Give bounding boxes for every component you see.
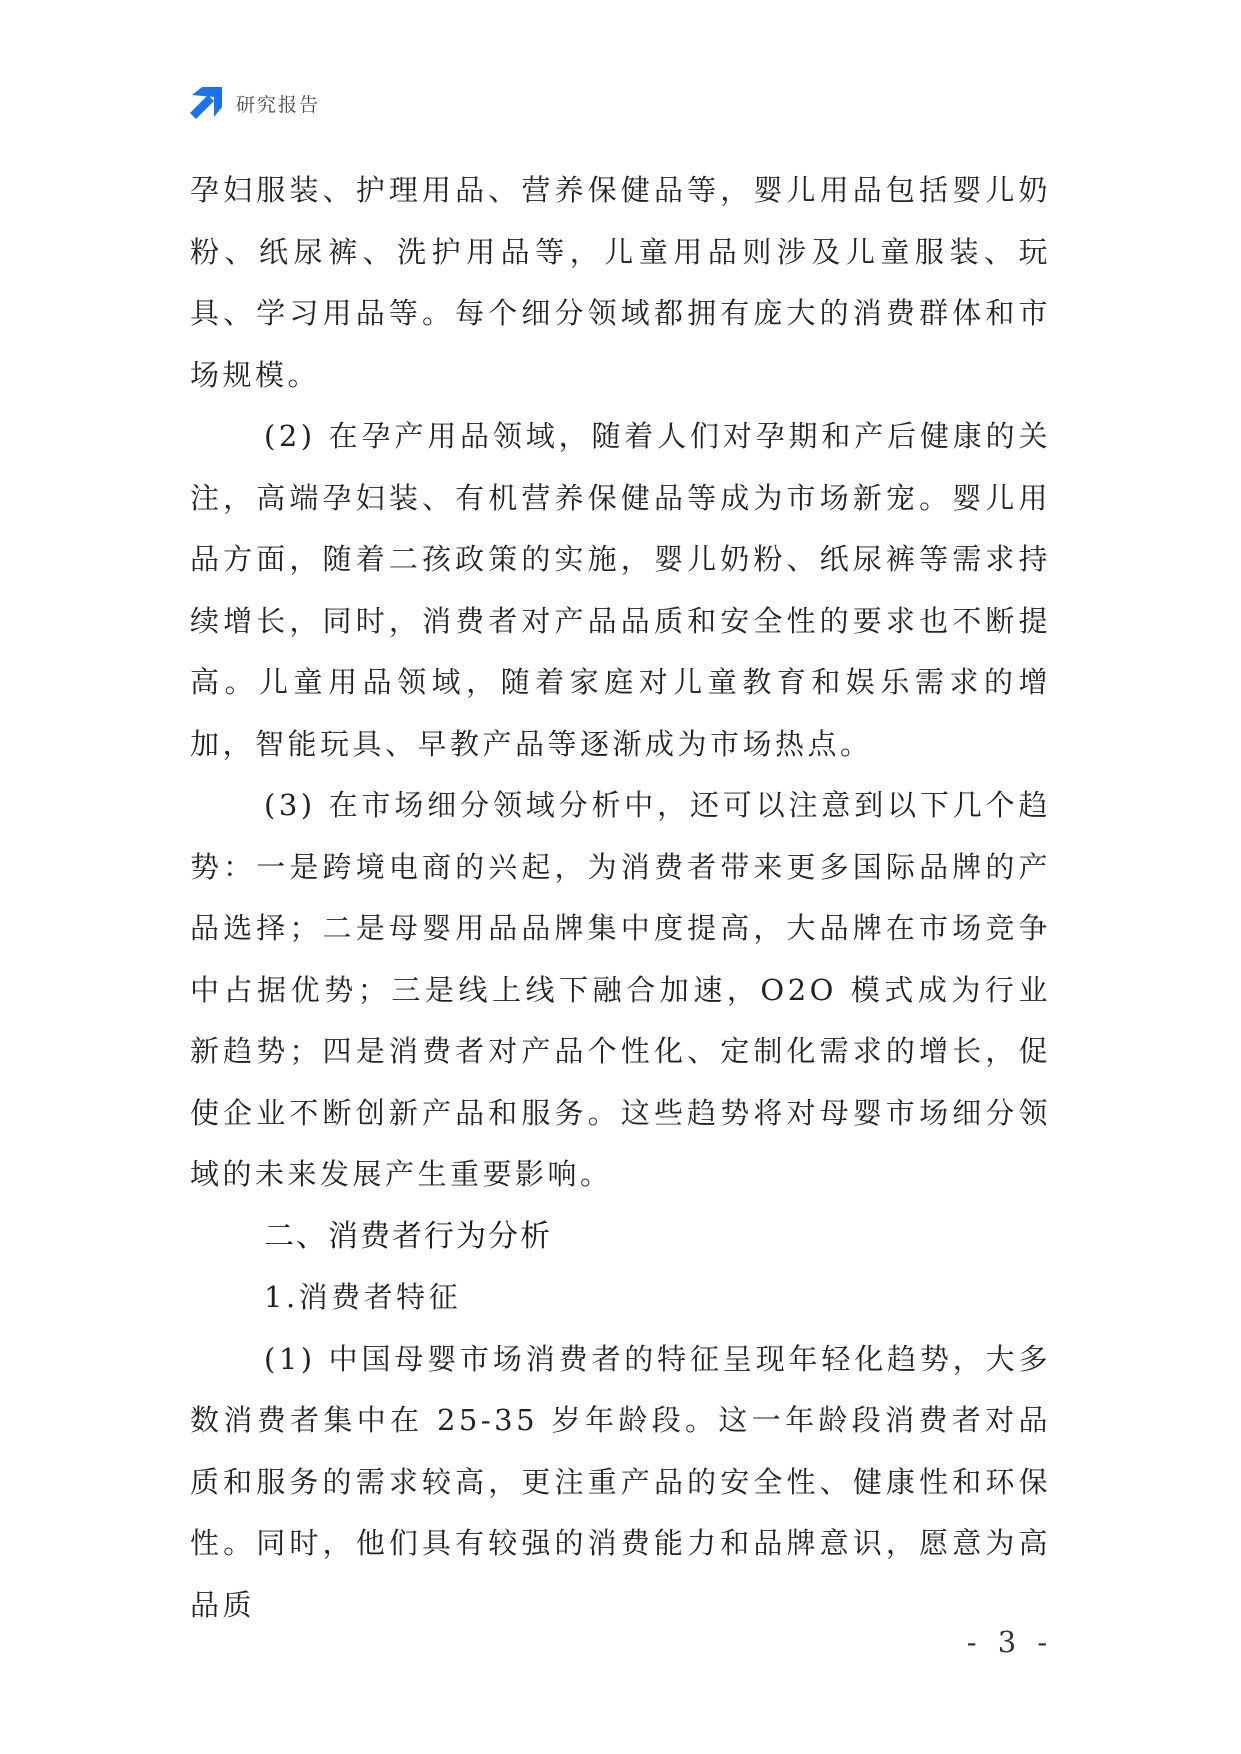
paragraph-3: (3) 在市场细分领域分析中，还可以注意到以下几个趋势：一是跨境电商的兴起，为消费者带来更多国际品牌的产品选择；二是母婴用品品牌集中度提高，大品牌在市场竞争中占据优势；三是线上线下融合加速，O2O 模式成为行业新趋势；四是消费者对产品个性化、定制化需求的增长，促使企业不断创新产品和服务。这些趋势将对母婴市场细分领域的未来发展产生重要影响。: [190, 788, 1051, 1191]
arrow-up-right-logo-icon: [190, 87, 222, 119]
document-body: [190, 160, 1051, 1636]
page-header: [190, 86, 320, 120]
section-heading: 二、消费者行为分析: [264, 1218, 552, 1254]
sub-heading: 1.消费者特征: [264, 1280, 462, 1314]
paragraph-continued: 孕妇服装、护理用品、营养保健品等，婴儿用品包括婴儿奶粉、纸尿裤、洗护用品等，儿童用品则涉及儿童服装、玩具、学习用品等。每个细分领域都拥有庞大的消费群体和市场规模。: [190, 173, 1051, 392]
paragraph-2: (2) 在孕产用品领域，随着人们对孕期和产后健康的关注，高端孕妇装、有机营养保健品等成为市场新宠。婴儿用品方面，随着二孩政策的实施，婴儿奶粉、纸尿裤等需求持续增长，同时，消费者对产品品质和安全性的要求也不断提高。儿童用品领域，随着家庭对儿童教育和娱乐需求的增加，智能玩具、早教产品等逐渐成为市场热点。: [190, 419, 1051, 761]
header-title: 研究报告: [236, 93, 321, 116]
paragraph-4: (1) 中国母婴市场消费者的特征呈现年轻化趋势，大多数消费者集中在 25-35 岁年龄段。这一年龄段消费者对品质和服务的需求较高，更注重产品的安全性、健康性和环保性。同时，他们具有较强的消费能力和品牌意识，愿意为高品质: [190, 1341, 1051, 1622]
page-number: - 3 -: [966, 1625, 1054, 1659]
